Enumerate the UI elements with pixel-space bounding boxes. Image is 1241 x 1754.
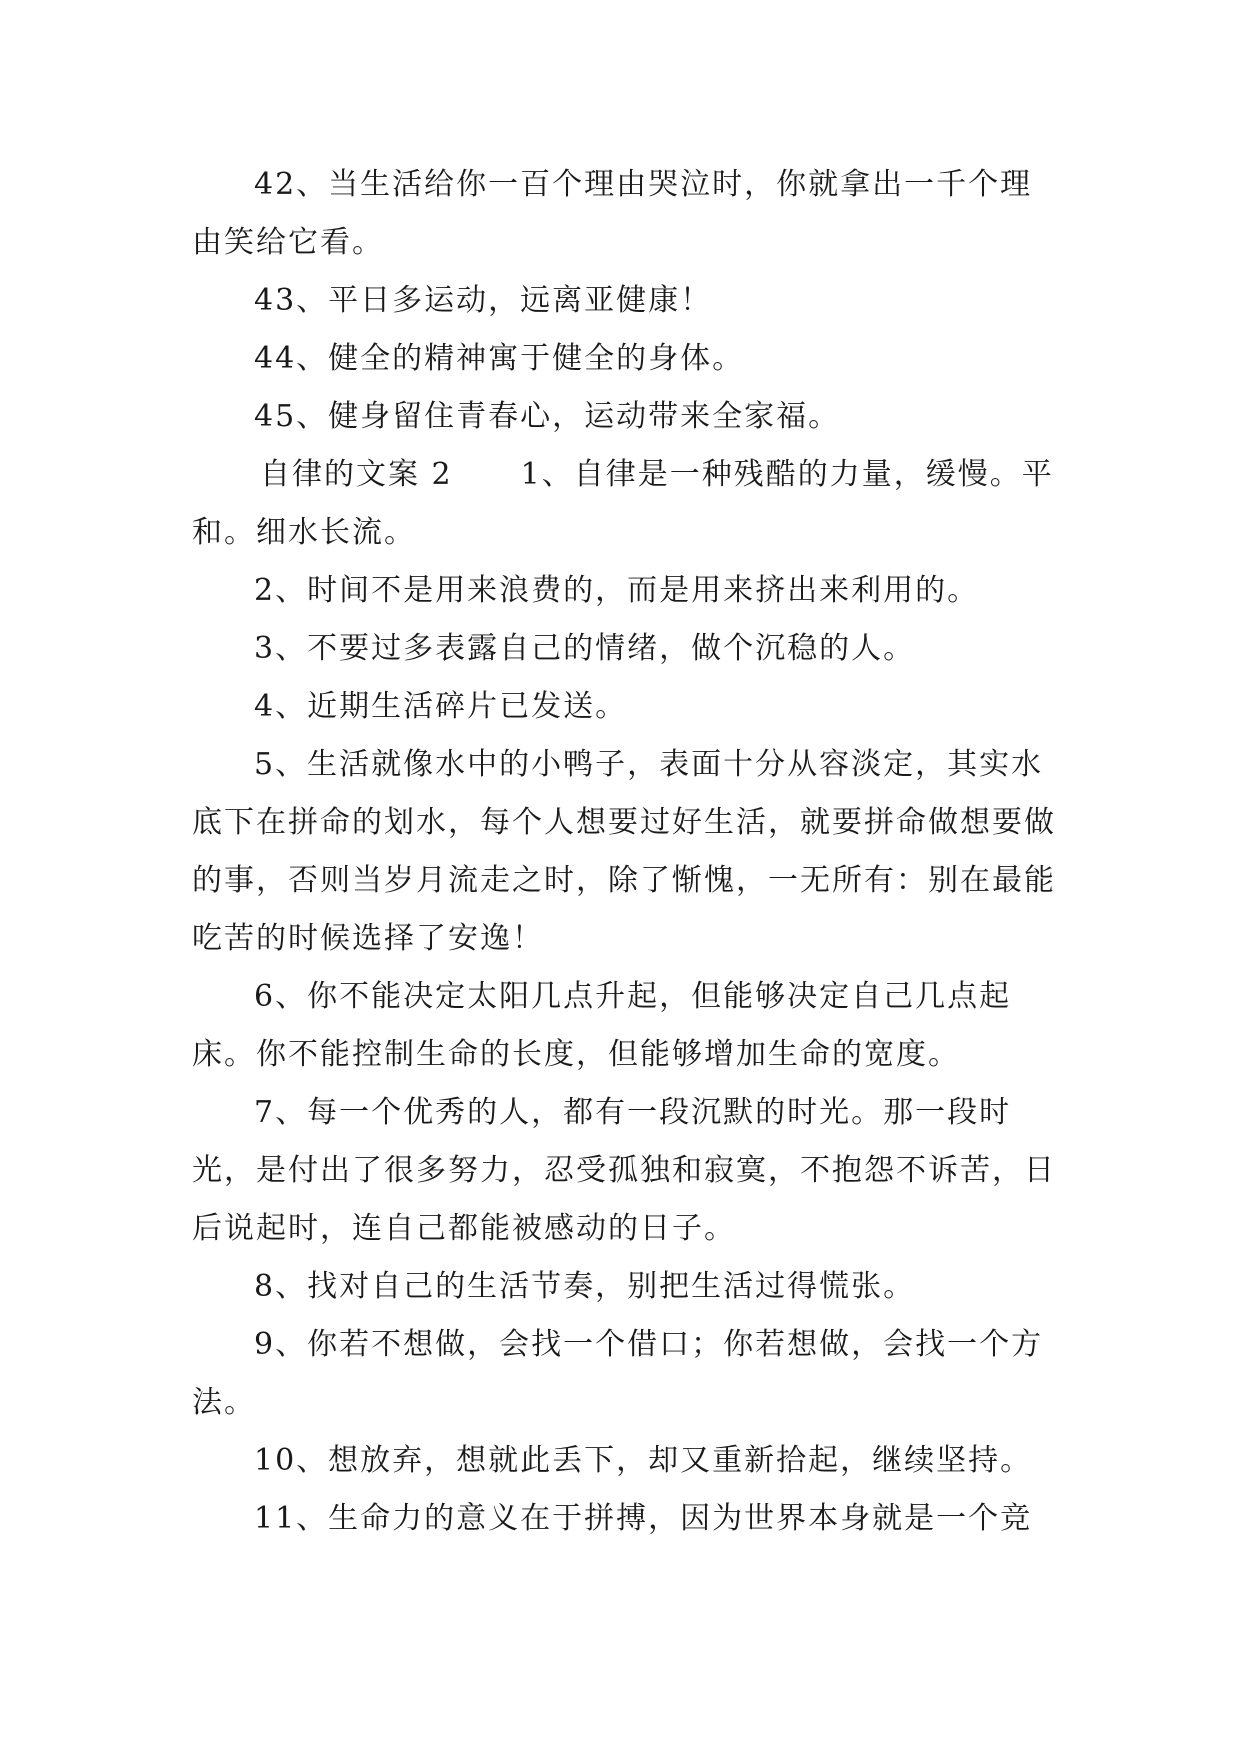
- paragraph-44: 44、健全的精神寓于健全的身体。: [254, 341, 745, 376]
- paragraph-4: 4、近期生活碎片已发送。: [254, 689, 628, 724]
- paragraph-9: 9、你若不想做，会找一个借口；你若想做，会找一个方法。: [192, 1327, 1044, 1420]
- paragraph-7: 7、每一个优秀的人，都有一段沉默的时光。那一段时光，是付出了很多努力，忍受孤独和寂寞，不抱怨不诉苦，日后说起时，连自己都能被感动的日子。: [192, 1095, 1056, 1246]
- paragraph-43: 43、平日多运动，远离亚健康！: [254, 283, 713, 318]
- section-title: 自律的文案 2: [260, 457, 453, 492]
- paragraph-42: 42、当生活给你一百个理由哭泣时，你就拿出一千个理由笑给它看。: [192, 167, 1033, 260]
- paragraph-1: 1、自律是一种残酷的力量，缓慢。平和。细水长流。: [192, 457, 1054, 550]
- paragraph-6: 6、你不能决定太阳几点升起，但能够决定自己几点起床。你不能控制生命的长度，但能够增加生命的宽度。: [192, 979, 1012, 1072]
- paragraph-2: 2、时间不是用来浪费的，而是用来挤出来利用的。: [254, 573, 980, 608]
- paragraph-8: 8、找对自己的生活节奏，别把生活过得慌张。: [254, 1269, 916, 1304]
- section-heading-paragraph: [192, 446, 1058, 562]
- paragraph-11: 11、生命力的意义在于拼搏，因为世界本身就是一个竞: [254, 1501, 1033, 1536]
- paragraph-10: 10、想放弃，想就此丢下，却又重新拾起，继续坚持。: [254, 1443, 1033, 1478]
- document-body: [192, 156, 1058, 1548]
- paragraph-3: 3、不要过多表露自己的情绪，做个沉稳的人。: [254, 631, 916, 666]
- paragraph-45: 45、健身留住青春心，运动带来全家福。: [254, 399, 841, 434]
- paragraph-5: 5、生活就像水中的小鸭子，表面十分从容淡定，其实水底下在拼命的划水，每个人想要过好生活，就要拼命做想要做的事，否则当岁月流走之时，除了惭愧，一无所有：别在最能吃苦的时候选择了安逸！: [192, 747, 1056, 956]
